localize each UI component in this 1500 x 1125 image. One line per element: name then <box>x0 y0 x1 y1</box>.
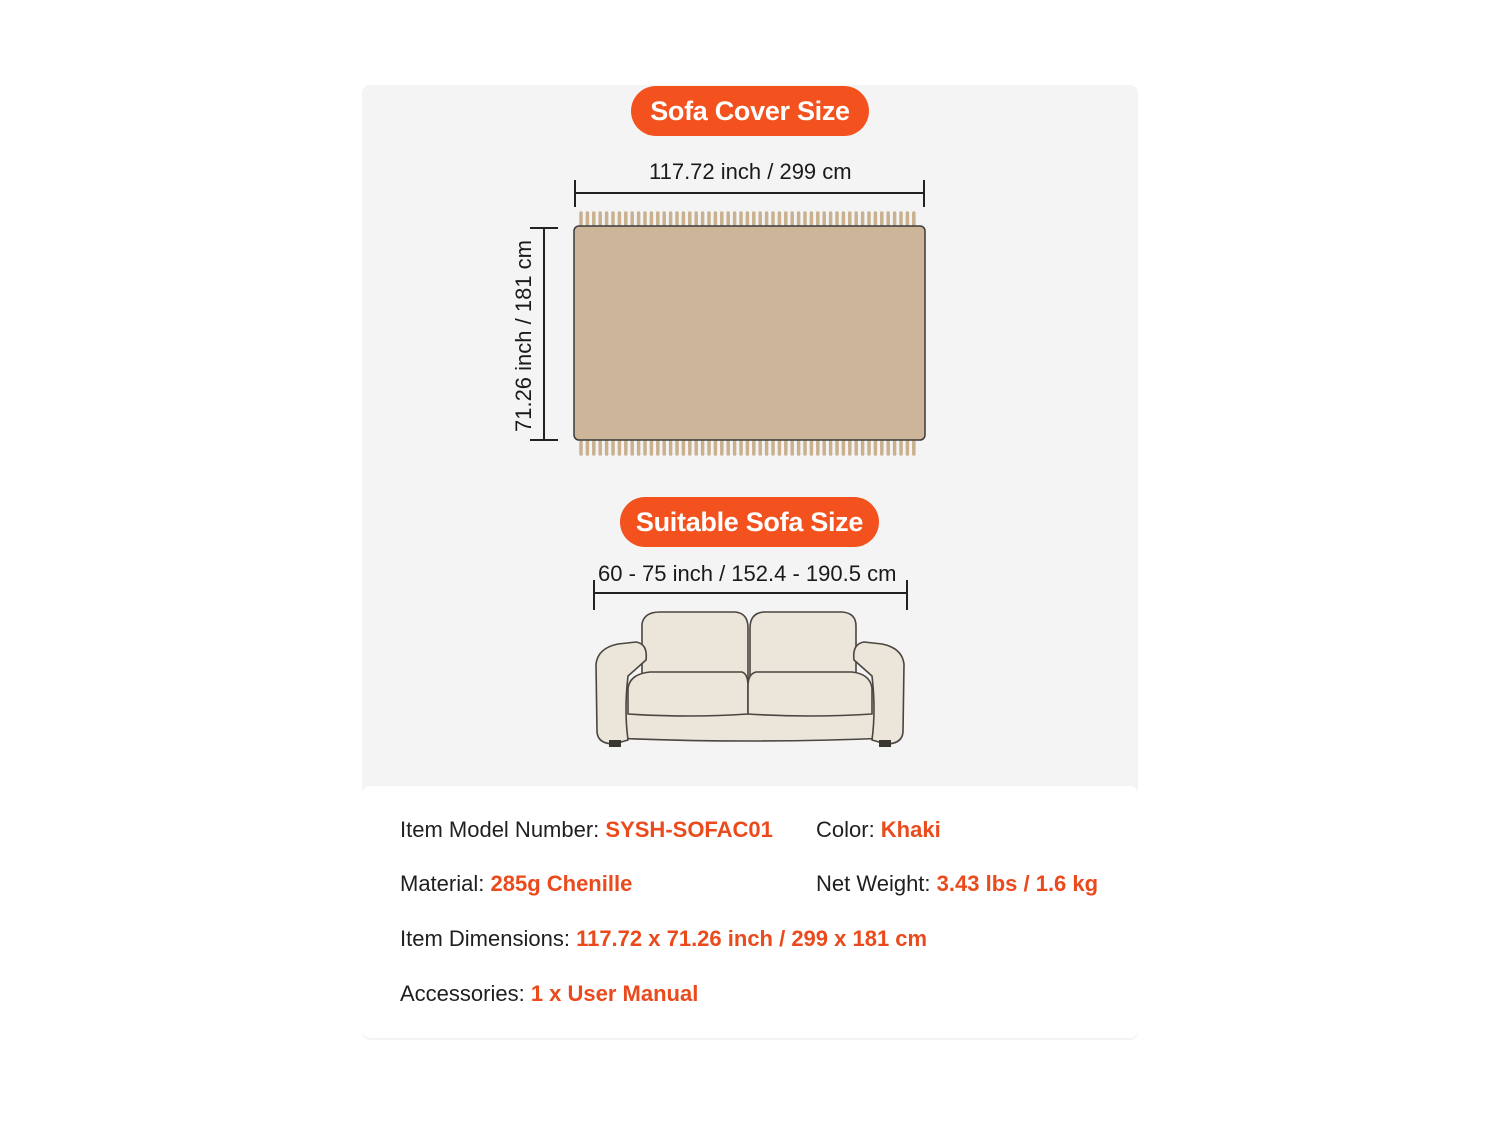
spec-weight-value: 3.43 lbs / 1.6 kg <box>936 871 1099 896</box>
sofa-size-title: Suitable Sofa Size <box>635 506 864 537</box>
spec-weight <box>816 871 1098 897</box>
spec-model <box>400 817 773 843</box>
cover-width-label: 117.72 inch / 299 cm <box>649 159 852 184</box>
spec-color-label: Color: <box>816 817 881 842</box>
spec-dimensions-value: 117.72 x 71.26 inch / 299 x 181 cm <box>576 926 928 951</box>
cover-size-title: Sofa Cover Size <box>650 95 850 126</box>
spec-material-value: 285g Chenille <box>490 871 633 896</box>
spec-accessories-value: 1 x User Manual <box>530 981 699 1006</box>
spec-material-label: Material: <box>400 871 491 896</box>
spec-accessories <box>400 981 698 1007</box>
spec-accessories-label: Accessories: <box>400 981 531 1006</box>
spec-weight-label: Net Weight: <box>816 871 937 896</box>
spec-color <box>816 817 941 843</box>
cover-height-label: 71.26 inch / 181 cm <box>511 240 536 433</box>
spec-material <box>400 871 632 897</box>
sofa-width-label: 60 - 75 inch / 152.4 - 190.5 cm <box>598 561 897 586</box>
spec-model-label: Item Model Number: <box>400 817 606 842</box>
spec-dimensions-label: Item Dimensions: <box>400 926 577 951</box>
spec-dimensions <box>400 926 927 952</box>
spec-model-value: SYSH-SOFAC01 <box>605 817 773 842</box>
spec-color-value: Khaki <box>880 817 941 842</box>
